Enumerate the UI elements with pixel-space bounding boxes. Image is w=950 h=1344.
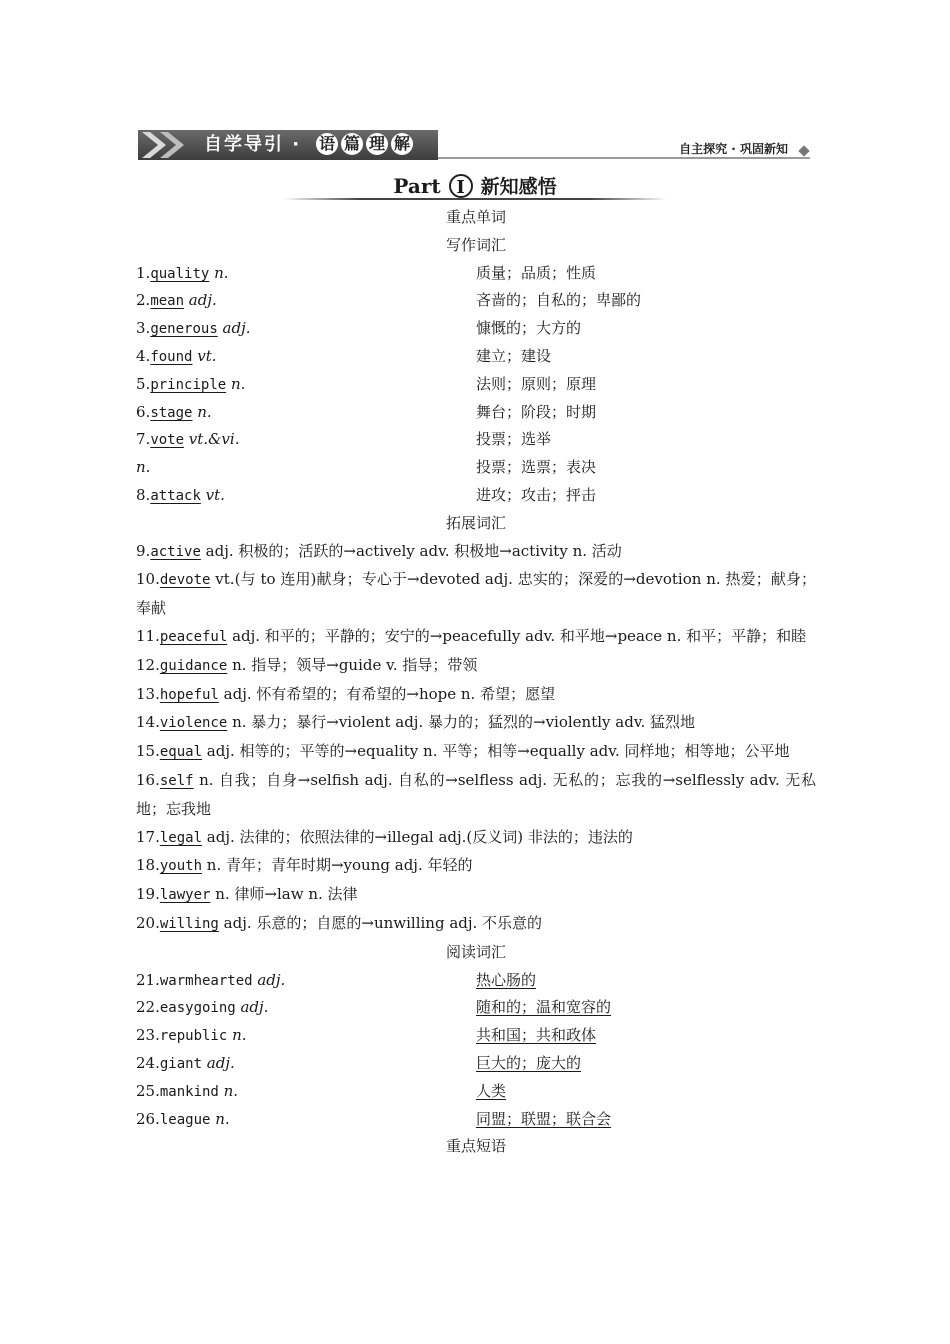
list-item — [136, 260, 816, 288]
word-derivation: vt.(与 to 连用)献身；专心于→devoted adj. 忠实的；深爱的→devotion n. 热爱；献身；奉献 — [136, 570, 816, 618]
word-meaning: 舞台；阶段；时期 — [476, 402, 597, 421]
extended-word-list — [136, 538, 816, 939]
word-derivation: adj. 相等的；平等的→equality n. 平等；相等→equally adv. 同样地；相等地；公平地 — [202, 742, 790, 761]
word-meaning: 进攻；攻击；抨击 — [476, 485, 597, 504]
vocab-word: republic — [159, 1028, 228, 1045]
word-entry — [136, 375, 245, 393]
part-of-speech: adj. — [202, 1053, 235, 1072]
word-entry — [136, 291, 217, 309]
word-meaning: 建立；建设 — [476, 346, 552, 365]
part-of-speech: n. — [210, 1109, 230, 1128]
word-derivation: n. 律师→law n. 法律 — [210, 885, 358, 904]
list-item — [136, 1078, 816, 1106]
vocab-word: warmhearted — [159, 972, 253, 989]
list-item — [136, 824, 816, 853]
item-number: 15. — [136, 742, 160, 761]
word-meaning: 慷慨的；大方的 — [476, 319, 582, 338]
vocab-content — [136, 204, 816, 1161]
word-derivation: adj. 怀有希望的；有希望的→hope n. 希望；愿望 — [218, 684, 556, 703]
vocab-word: generous — [150, 321, 218, 338]
vocab-word: giant — [159, 1055, 203, 1072]
vocab-word: guidance — [159, 657, 228, 674]
part-numeral: I — [449, 174, 473, 198]
list-item — [136, 454, 816, 482]
list-item — [136, 1022, 816, 1050]
list-item — [136, 767, 816, 824]
list-item — [136, 371, 816, 399]
part-of-speech: n. — [227, 1026, 247, 1045]
section-heading: 写作词汇 — [445, 235, 506, 254]
part-word: Part — [393, 173, 441, 198]
word-entry — [136, 1082, 238, 1100]
word-entry — [136, 403, 212, 421]
list-item — [136, 287, 816, 315]
vocab-word: legal — [159, 829, 203, 846]
word-entry — [136, 998, 268, 1016]
item-number: 1. — [136, 263, 151, 282]
list-item — [136, 652, 816, 681]
word-entry — [136, 971, 285, 989]
word-meaning: 吝啬的；自私的；卑鄙的 — [476, 291, 642, 310]
vocab-word: found — [150, 348, 193, 365]
banner-box: 篇 — [341, 133, 363, 155]
word-derivation: adj. 法律的；依照法律的→illegal adj.(反义词) 非法的；违法的 — [202, 827, 633, 846]
word-derivation: adj. 和平的；平静的；安宁的→peacefully adv. 和平地→peace n. 和平；平静；和睦 — [227, 626, 807, 645]
vocab-word: willing — [159, 915, 219, 932]
vocab-word: quality — [150, 265, 210, 282]
banner-box: 理 — [366, 133, 388, 155]
section-heading: 阅读词汇 — [445, 942, 506, 961]
word-entry — [136, 1110, 230, 1128]
word-meaning: 共和国；共和政体 — [476, 1026, 597, 1045]
word-derivation: n. 暴力；暴行→violent adj. 暴力的；猛烈的→violently adv. 猛烈地 — [227, 713, 696, 732]
item-number: 20. — [136, 913, 160, 932]
item-number: 2. — [136, 291, 151, 310]
list-item — [136, 538, 816, 567]
item-number: 13. — [136, 684, 160, 703]
vocab-word: youth — [159, 858, 203, 875]
word-derivation: n. 自我；自身→selfish adj. 自私的→selfless adj. 无私的；忘我的→selflessly adv. 无私地；忘我地 — [136, 770, 816, 818]
list-item — [136, 315, 816, 343]
word-meaning: 同盟；联盟；联合会 — [476, 1109, 612, 1128]
list-item — [136, 681, 816, 710]
word-meaning: 随和的；温和宽容的 — [476, 998, 612, 1017]
part-of-speech: adj. — [217, 319, 251, 338]
item-number: 7. — [136, 430, 151, 449]
vocab-word: devote — [159, 572, 211, 589]
list-item — [136, 967, 816, 995]
vocab-word: lawyer — [159, 887, 211, 904]
part-of-speech: n. — [209, 263, 229, 282]
banner-title: 自学导引 · — [204, 134, 302, 155]
word-entry — [136, 1054, 235, 1072]
vocab-word: mean — [150, 293, 185, 310]
vocab-word: hopeful — [159, 686, 219, 703]
vocab-word: easygoing — [159, 1000, 236, 1017]
word-entry — [136, 264, 229, 282]
vocab-word: active — [150, 543, 201, 560]
vocab-word: stage — [150, 404, 193, 421]
list-item — [136, 738, 816, 767]
banner-box: 解 — [391, 133, 413, 155]
writing-word-list — [136, 260, 816, 510]
item-number: 23. — [136, 1026, 160, 1045]
item-number: 14. — [136, 713, 160, 732]
banner-rule — [438, 157, 810, 159]
item-number: 9. — [136, 541, 151, 560]
item-number: 11. — [136, 626, 160, 645]
part-rule — [283, 198, 667, 200]
word-meaning: 投票；选票；表决 — [476, 458, 597, 477]
list-item — [136, 881, 816, 910]
vocab-word: attack — [150, 487, 201, 504]
vocab-word: self — [159, 772, 194, 789]
item-number: 21. — [136, 970, 160, 989]
vocab-word: peaceful — [159, 628, 228, 645]
list-item — [136, 852, 816, 881]
vocab-word: principle — [150, 376, 227, 393]
word-meaning: 巨大的；庞大的 — [476, 1053, 582, 1072]
list-item — [136, 1050, 816, 1078]
list-item — [136, 1106, 816, 1134]
banner-boxes — [316, 133, 416, 157]
part-of-speech: n. — [136, 458, 151, 477]
item-number: 4. — [136, 346, 151, 365]
vocab-word: equal — [159, 744, 203, 761]
item-number: 17. — [136, 827, 160, 846]
item-number: 26. — [136, 1109, 160, 1128]
vocab-word: league — [159, 1111, 211, 1128]
word-derivation: adj. 积极的；活跃的→actively adv. 积极地→activity n. 活动 — [200, 541, 622, 560]
item-number: 18. — [136, 856, 160, 875]
list-item — [136, 994, 816, 1022]
vocab-word: vote — [150, 432, 185, 449]
item-number: 6. — [136, 402, 151, 421]
item-number: 19. — [136, 885, 160, 904]
part-of-speech: n. — [192, 402, 212, 421]
part-of-speech: n. — [226, 374, 246, 393]
word-entry — [136, 458, 150, 476]
word-derivation: n. 青年；青年时期→young adj. 年轻的 — [202, 856, 473, 875]
item-number: 10. — [136, 570, 160, 589]
section-banner — [138, 130, 810, 160]
section-heading: 拓展词汇 — [445, 513, 506, 532]
list-item — [136, 910, 816, 939]
chevron-right-icon — [138, 130, 198, 160]
part-of-speech: adj. — [235, 998, 269, 1017]
part-of-speech: adj. — [184, 291, 217, 310]
part-of-speech: vt.&vi. — [184, 430, 240, 449]
word-meaning: 质量；品质；性质 — [476, 263, 597, 282]
list-item — [136, 426, 816, 454]
item-number: 24. — [136, 1053, 160, 1072]
item-number: 8. — [136, 485, 151, 504]
item-number: 12. — [136, 655, 160, 674]
section-heading: 重点单词 — [445, 208, 506, 226]
section-heading: 重点短语 — [445, 1137, 506, 1156]
part-of-speech: vt. — [200, 485, 225, 504]
list-item — [136, 623, 816, 652]
list-item — [136, 482, 816, 510]
word-meaning: 法则；原则；原理 — [476, 374, 597, 393]
item-number: 16. — [136, 770, 160, 789]
part-of-speech: adj. — [252, 970, 286, 989]
word-entry — [136, 486, 225, 504]
vocab-word: mankind — [159, 1083, 219, 1100]
word-meaning: 投票；选举 — [476, 430, 552, 449]
banner-box: 语 — [316, 133, 338, 155]
word-derivation: n. 指导；领导→guide v. 指导；带领 — [227, 655, 478, 674]
vocab-word: violence — [159, 715, 228, 732]
item-number: 22. — [136, 998, 160, 1017]
reading-word-list — [136, 967, 816, 1134]
item-number: 3. — [136, 319, 151, 338]
item-number: 5. — [136, 374, 151, 393]
item-number: 25. — [136, 1081, 160, 1100]
word-meaning: 人类 — [476, 1081, 507, 1100]
banner-subtitle: 自主探究 · 巩固新知 — [679, 142, 788, 156]
part-of-speech: vt. — [192, 346, 217, 365]
word-meaning: 热心肠的 — [476, 970, 537, 989]
list-item — [136, 399, 816, 427]
word-derivation: adj. 乐意的；自愿的→unwilling adj. 不乐意的 — [218, 913, 543, 932]
part-of-speech: n. — [218, 1081, 239, 1100]
word-entry — [136, 430, 239, 448]
word-entry — [136, 1026, 247, 1044]
part-title: 新知感悟 — [480, 176, 557, 198]
list-item — [136, 709, 816, 738]
list-item — [136, 566, 816, 623]
word-entry — [136, 347, 217, 365]
diamond-icon — [798, 145, 809, 156]
list-item — [136, 343, 816, 371]
word-entry — [136, 319, 250, 337]
